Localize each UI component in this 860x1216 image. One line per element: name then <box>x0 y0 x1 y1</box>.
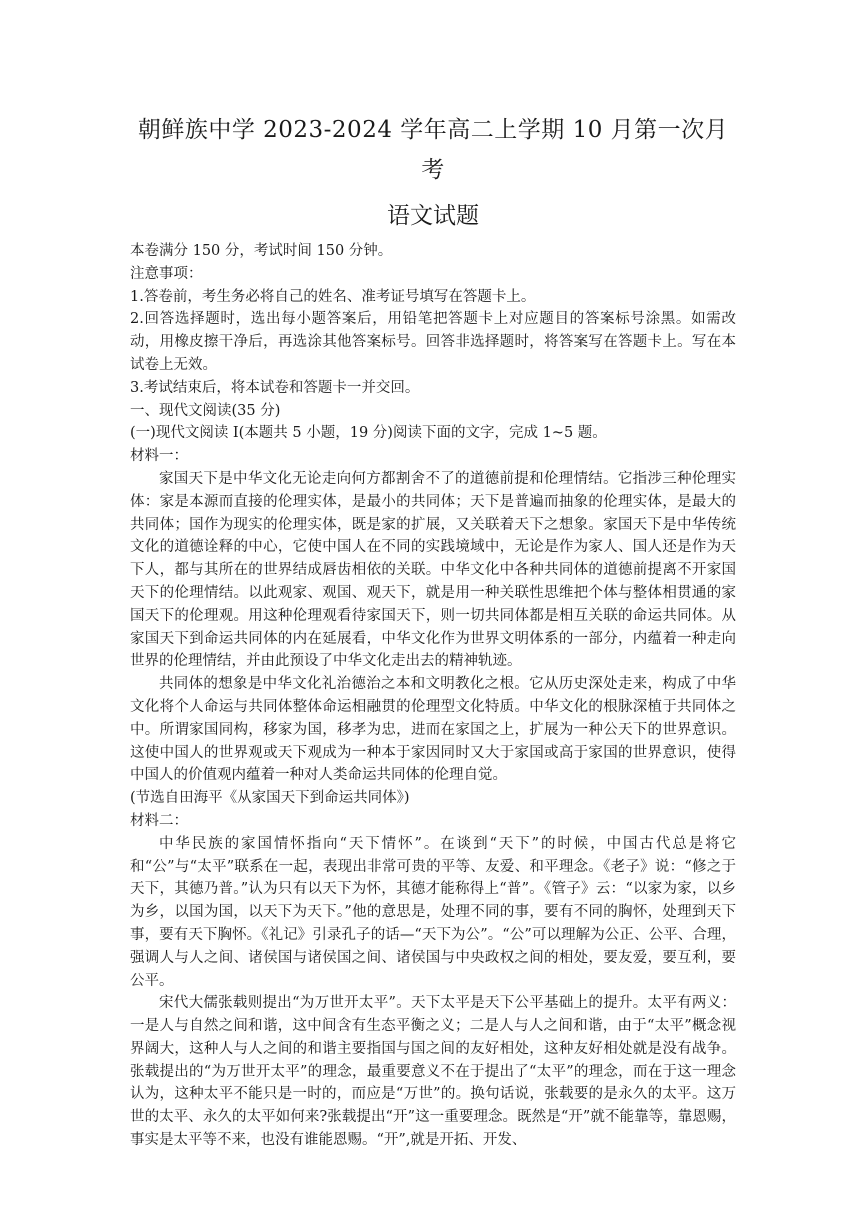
note-item-1: 1.答卷前，考生务必将自己的姓名、准考证号填写在答题卡上。 <box>130 288 536 305</box>
material-two-label: 材料二： <box>130 812 188 829</box>
material-one-paragraph: 共同体的想象是中华文化礼治德治之本和文明教化之根。它从历史深处走来，构成了中华文化将个人命运与共同体整体命运相融贯的伦理型文化特质。中华文化的根脉深植于共同体之中。所谓家国同构，移家为国，移孝为忠，进而在家国之上，扩展为一种公天下的世界意识。这使中国人的世界观或天下观成为一种本于家因同时又大于家国或高于家国的世界意识，使得中国人的价值观内蕴着一种对人类命运共同体的伦理自觉。 <box>130 676 736 784</box>
note-item-3: 3.考试结束后，将本试卷和答题卡一并交回。 <box>130 379 420 396</box>
material-one-label: 材料一： <box>130 448 188 465</box>
notes-heading: 注意事项： <box>130 265 203 282</box>
section-heading: 一、现代文阅读(35 分) <box>130 402 281 419</box>
score-time-note: 本卷满分 150 分，考试时间 150 分钟。 <box>130 243 393 259</box>
material-two-paragraph: 宋代大儒张载则提出“为万世开太平”。天下太平是天下公平基础上的提升。太平有两义：一是人与自然之间和谐，这中间含有生态平衡之义；二是人与人之间和谐，由于“太平”概念视界阔大，这种人与人之间的和谐主要指国与国之间的友好相处，这种友好相处就是没有战争。张载提出的“为万世开太平”的理念，最重要意义不在于提出了“太平”的理念，而在于这一理念认为，这种太平不能只是一时的，而应是“万世”的。换句话说，张载要的是永久的太平。这万世的太平、永久的太平如何来?张载提出“开”这一重要理念。既然是“开”就不能靠等，靠恩赐，事实是太平等不来，也没有谁能恩赐。“开”,就是开拓、开发、 <box>130 995 736 1149</box>
material-one-paragraph: 家国天下是中华文化无论走向何方都割舍不了的道德前提和伦理情结。它指涉三种伦理实体：家是本源而直接的伦理实体，是最小的共同体；天下是普遍而抽象的伦理实体，是最大的共同体；国作为现实的伦理实体，既是家的扩展，又关联着天下之想象。家国天下是中华传统文化的道德诠释的中心，它使中国人在不同的实践境域中，无论是作为家人、国人还是作为天下人，都与其所在的世界结成唇齿相依的关联。中华文化中各种共同体的道德前提离不开家国天下的伦理情结。以此观家、观国、观天下，就是用一种关联性思维把个体与整体相贯通的家国天下的伦理观。用这种伦理观看待家国天下，则一切共同体都是相互关联的命运共同体。从家国天下到命运共同体的内在延展看，中华文化作为世界文明体系的一部分，内蕴着一种走向世界的伦理情结，并由此预设了中华文化走出去的精神轨迹。 <box>130 470 736 670</box>
instructions-block <box>130 240 736 400</box>
material-two <box>130 810 736 1152</box>
note-item-2: 2.回答选择题时，选出每小题答案后，用铅笔把答题卡上对应题目的答案标号涂黑。如需改动，用橡皮擦干净后，再选涂其他答案标号。回答非选择题时，将答案写在答题卡上。写在本试卷上无效。 <box>130 311 736 373</box>
exam-subtitle: 语文试题 <box>387 203 479 229</box>
material-one-source: (节选自田海平《从家国天下到命运共同体》) <box>130 790 410 807</box>
exam-title: 朝鲜族中学 2023-2024 学年高二上学期 10 月第一次月考 <box>137 117 729 183</box>
section-subheading: (一)现代文阅读 I(本题共 5 小题，19 分)阅读下面的文字，完成 1~5 题。 <box>130 425 607 442</box>
material-one <box>130 445 736 810</box>
material-two-paragraph: 中华民族的家国情怀指向“天下情怀”。在谈到“天下”的时候，中国古代总是将它和“公”与“太平”联系在一起，表现出非常可贵的平等、友爱、和平理念。《老子》说：“修之于天下，其德乃普。”认为只有以天下为怀，其德才能称得上“普”。《管子》云：“以家为家，以乡为乡，以国为国，以天下为天下。”他的意思是，处理不同的事，要有不同的胸怀，处理到天下事，要有天下胸怀。《礼记》引录孔子的话—“天下为公”。“公”可以理解为公正、公平、合理，强调人与人之间、诸侯国与诸侯国之间、诸侯国与中央政权之间的相处，要友爱，要互利，要公平。 <box>130 835 736 989</box>
